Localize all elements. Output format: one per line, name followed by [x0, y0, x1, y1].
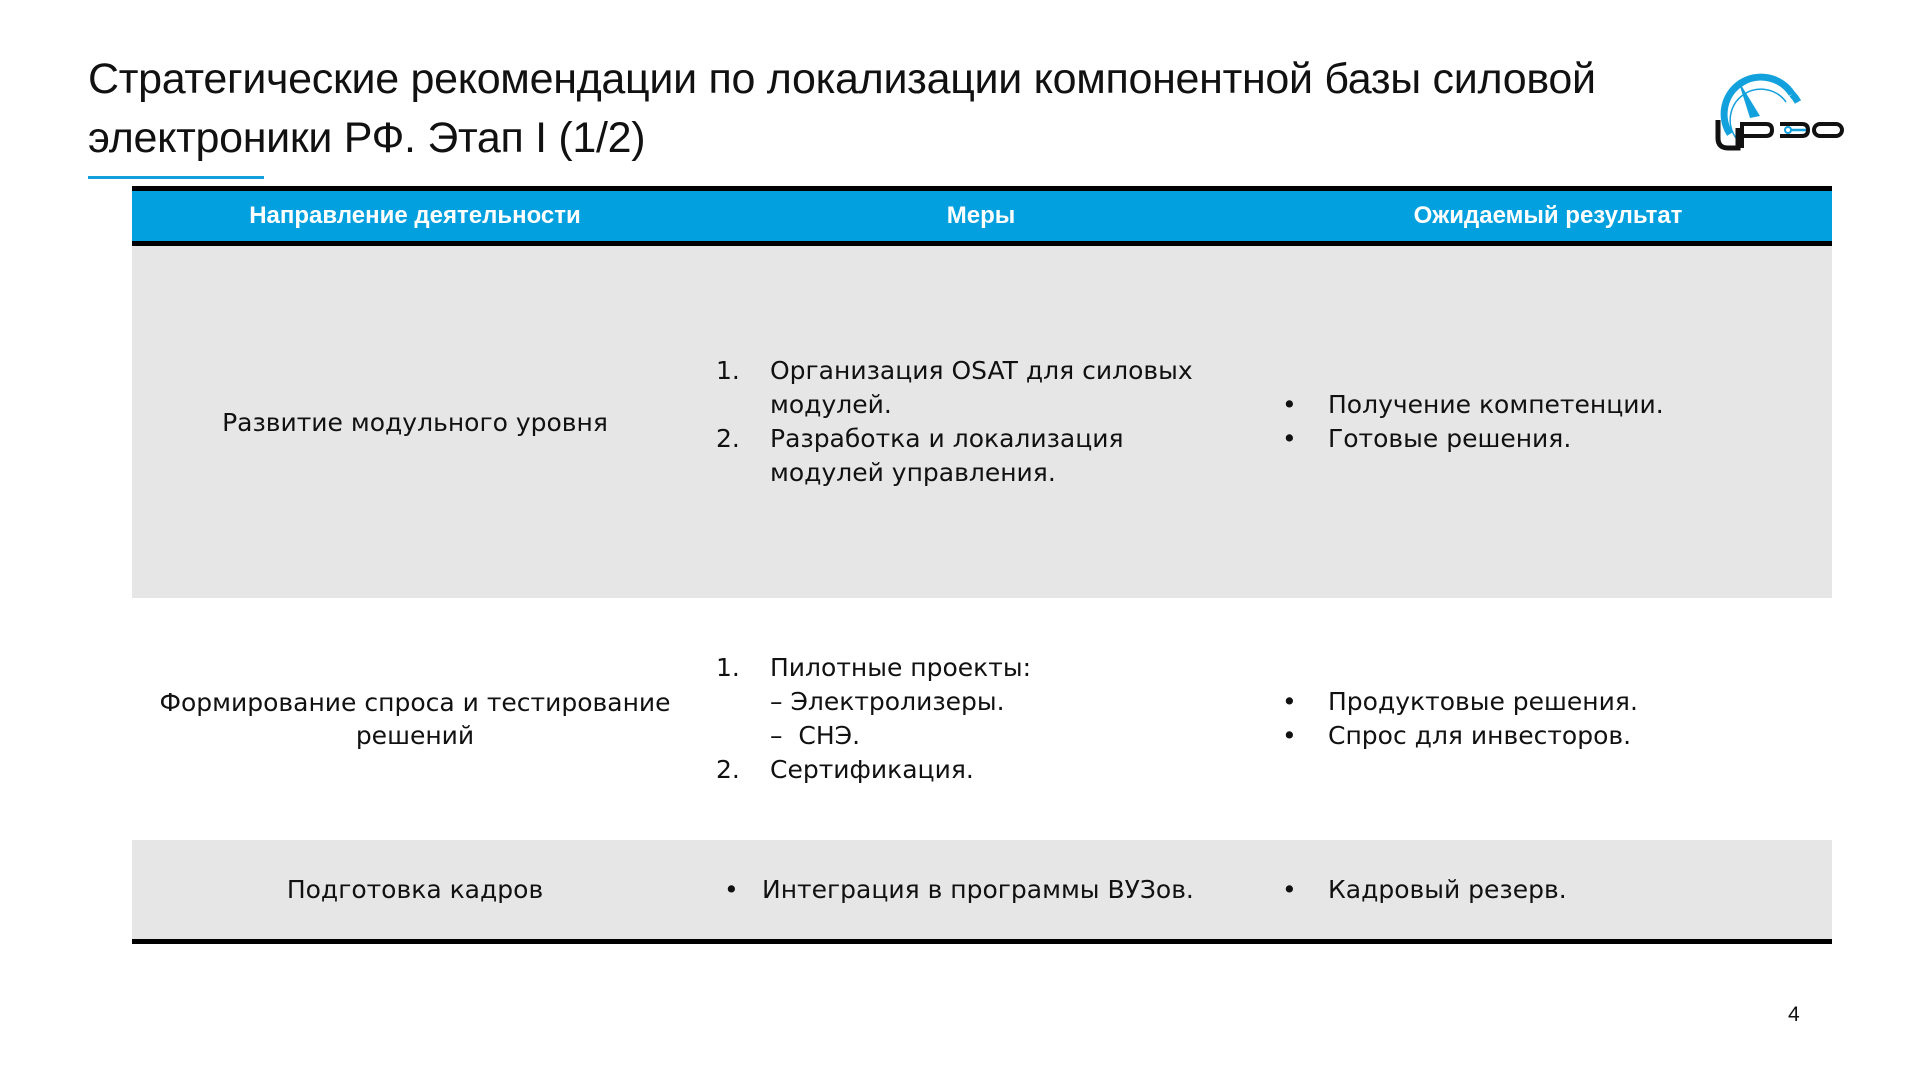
- header-measures: Меры: [946, 202, 1016, 229]
- table-header: [132, 186, 1832, 246]
- page-number: 4: [1788, 1003, 1800, 1026]
- direction-cell: Развитие модульного уровня: [222, 407, 608, 437]
- list-item: 2. Разработка и локализация модулей управления.: [716, 424, 1124, 487]
- table-row: [132, 246, 1832, 598]
- list-item: 1. Организация OSAT для силовых модулей.: [716, 356, 1193, 419]
- list-item: • Получение компетенции.: [1282, 390, 1664, 419]
- results-cell: [1264, 388, 1832, 456]
- direction-cell: Формирование спроса и тестирование решений: [159, 688, 671, 750]
- results-cell: [1264, 873, 1832, 907]
- table-row: [132, 840, 1832, 944]
- list-item: • Кадровый резерв.: [1282, 874, 1567, 904]
- results-cell: [1264, 685, 1832, 753]
- measures-cell: [698, 651, 1264, 787]
- list-subitem: – СНЭ.: [770, 721, 861, 750]
- list-item: • Готовые решения.: [1282, 424, 1572, 453]
- rzo-logo-icon: [1708, 72, 1848, 154]
- list-item: • Спрос для инвесторов.: [1282, 721, 1632, 750]
- table-row: [132, 598, 1832, 840]
- list-item: 2. Сертификация.: [716, 755, 974, 784]
- list-subitem: – Электролизеры.: [770, 687, 1005, 716]
- direction-cell: Подготовка кадров: [286, 875, 544, 904]
- title-accent-line: [88, 176, 264, 179]
- list-item: • Продуктовые решения.: [1282, 687, 1638, 716]
- measures-cell: [698, 873, 1264, 907]
- measures-cell: [698, 354, 1264, 490]
- list-item: • Интеграция в программы ВУЗов.: [724, 874, 1194, 904]
- recommendations-table: [132, 186, 1832, 944]
- header-result: Ожидаемый результат: [1413, 202, 1683, 229]
- header-direction: Направление деятельности: [249, 202, 581, 229]
- list-item: 1. Пилотные проекты:: [716, 653, 1032, 682]
- slide-title: Стратегические рекомендации по локализации компонентной базы силовой электроники РФ. Этап I (1/2): [88, 55, 1596, 162]
